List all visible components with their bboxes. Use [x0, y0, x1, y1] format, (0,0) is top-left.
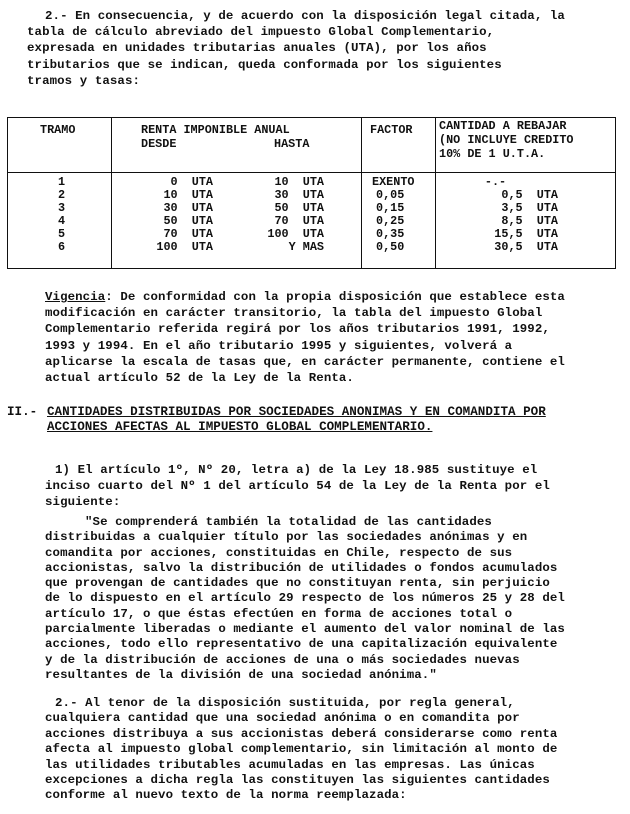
- section-number: II.-: [7, 405, 38, 419]
- column-hasta: [238, 176, 324, 253]
- table-column-divider: [111, 118, 112, 268]
- table-cell: 100 UTA: [267, 226, 324, 241]
- table-cell: 4: [58, 213, 66, 228]
- table-cell: 1: [58, 175, 66, 189]
- header-hasta: HASTA: [274, 137, 310, 151]
- text-line: tabla de cálculo abreviado del impuesto Global Complementario,: [27, 25, 495, 40]
- table-column-divider: [435, 118, 436, 268]
- text-line: 1993 y 1994. En el año tributario 1995 y siguientes, volverá a: [45, 338, 513, 353]
- column-rebajar: [463, 176, 558, 253]
- vigencia-label: Vigencia: [45, 290, 106, 304]
- table-cell: 15,5 UTA: [494, 226, 558, 241]
- quoted-text: [45, 515, 617, 683]
- text-line: Complementario referida regirá por los años tributarios 1991, 1992,: [45, 322, 550, 337]
- text-line: 1) El artículo 1º, Nº 20, letra a) de la Ley 18.985 sustituye el: [55, 463, 538, 477]
- text-line: actual artículo 52 de la Ley de la Renta.: [45, 371, 354, 386]
- text-line: accionistas, salvo la distribución de utilidades o fondos acumulados: [45, 560, 558, 575]
- table-cell: 5: [58, 226, 66, 241]
- table-cell: 0,25: [376, 213, 405, 228]
- text-line: que provengan de cantidades que no constituyan renta, sin perjuicio: [45, 576, 550, 591]
- text-line: de lo dispuesto en el artículo 29 respecto de los números 25 y 28 del: [45, 591, 565, 606]
- text-line: afecta al impuesto global complementario, sin limitación al monto de: [45, 742, 558, 757]
- text-line: inciso cuarto del Nº 1 del artículo 54 de la Ley de la Renta por el: [45, 479, 550, 494]
- table-cell: 70 UTA: [163, 226, 213, 241]
- header-cantidad: (NO INCLUYE CREDITO: [439, 133, 574, 147]
- table-cell: 0,50: [376, 239, 405, 254]
- table-cell: 30 UTA: [274, 187, 324, 202]
- text-line: y de la distribución de acciones de una o más sociedades nuevas: [45, 652, 520, 667]
- paragraph-tenor: [45, 696, 617, 804]
- table-cell: 50 UTA: [274, 200, 324, 215]
- table-cell: 3,5 UTA: [501, 200, 558, 215]
- text-line: resultantes de la división de una sociedad anónima.": [45, 667, 437, 682]
- header-tramo: TRAMO: [40, 123, 76, 137]
- text-line: expresada en unidades tributarias anuales (UTA), por los años: [27, 41, 487, 56]
- table-cell: 6: [58, 239, 66, 254]
- header-cantidad: 10% DE 1 U.T.A.: [439, 147, 546, 161]
- paragraph-intro: [27, 8, 605, 89]
- text-line: "Se comprenderá también la totalidad de las cantidades: [85, 515, 492, 529]
- table-cell: 10 UTA: [274, 175, 324, 189]
- table-cell: 8,5 UTA: [501, 213, 558, 228]
- header-factor: FACTOR: [370, 123, 413, 137]
- text-line: 2.- Al tenor de la disposición sustituida, por regla general,: [55, 696, 515, 710]
- table-cell: Y MAS: [288, 239, 324, 254]
- text-line: [45, 289, 611, 305]
- text-line: aplicarse la escala de tasas que, en carácter permanente, contiene el: [45, 354, 565, 369]
- column-factor: [372, 176, 414, 253]
- text-line: modificación en carácter transitorio, la tabla del impuesto Global: [45, 306, 543, 321]
- table-cell: 0,05: [376, 187, 405, 202]
- text-line: las utilidades tributables acumuladas en las empresas. Las únicas: [45, 757, 535, 772]
- text-line: parcialmente liberadas o mediante el aumento del valor nominal de las: [45, 622, 565, 637]
- table-cell: EXENTO: [372, 175, 415, 189]
- text-line: excepciones a dicha regla las constituyen las siguientes cantidades: [45, 773, 550, 788]
- table-cell: 0,15: [376, 200, 405, 215]
- table-cell: 100 UTA: [156, 239, 213, 254]
- text-line: acciones distribuya a sus accionistas deberá considerarse como renta: [45, 726, 558, 741]
- vigencia-text: : De conformidad con la propia disposición que establece esta: [105, 290, 565, 304]
- header-cantidad: CANTIDAD A REBAJAR: [439, 119, 567, 133]
- table-cell: 10 UTA: [163, 187, 213, 202]
- table-column-divider: [361, 118, 362, 268]
- text-line: siguiente:: [45, 495, 121, 510]
- tax-bracket-table: [7, 117, 616, 269]
- section-title: ACCIONES AFECTAS AL IMPUESTO GLOBAL COMPLEMENTARIO.: [47, 420, 433, 434]
- table-cell: 0 UTA: [170, 175, 213, 189]
- table-cell: 2: [58, 187, 66, 202]
- text-line: distribuidas a cualquier título por las sociedades anónimas y en: [45, 530, 528, 545]
- text-line: 2.- En consecuencia, y de acuerdo con la disposición legal citada, la: [45, 9, 565, 23]
- text-line: acciones, todo ello representativo de una capitalización equivalente: [45, 637, 558, 652]
- text-line: tributarios que se indican, queda conformada por los siguientes: [27, 57, 502, 72]
- column-desde: [133, 176, 213, 253]
- text-line: comandita por acciones, constituidas en Chile, respecto de sus: [45, 545, 513, 560]
- header-desde: DESDE: [141, 137, 177, 151]
- table-cell: 70 UTA: [274, 213, 324, 228]
- table-cell: 30,5 UTA: [494, 239, 558, 254]
- text-line: conforme al nuevo texto de la norma reemplazada:: [45, 788, 407, 803]
- table-cell: 30 UTA: [163, 200, 213, 215]
- header-renta: RENTA IMPONIBLE ANUAL: [141, 123, 290, 137]
- section-title: CANTIDADES DISTRIBUIDAS POR SOCIEDADES ANONIMAS Y EN COMANDITA POR: [47, 405, 546, 419]
- table-cell: 0,5 UTA: [501, 187, 558, 202]
- table-header-divider: [8, 172, 615, 173]
- text-line: tramos y tasas:: [27, 73, 141, 88]
- table-cell: 0,35: [376, 226, 405, 241]
- text-line: cualquiera cantidad que una sociedad anónima o en comandita por: [45, 711, 520, 726]
- paragraph-article: [45, 462, 611, 511]
- table-cell: 3: [58, 200, 66, 215]
- table-cell: 50 UTA: [163, 213, 213, 228]
- column-tramo: [58, 176, 65, 253]
- paragraph-vigencia: [45, 289, 611, 386]
- text-line: artículo 17, o que éstas efectúen en forma de acciones total o: [45, 606, 513, 621]
- table-cell: -.-: [484, 175, 507, 189]
